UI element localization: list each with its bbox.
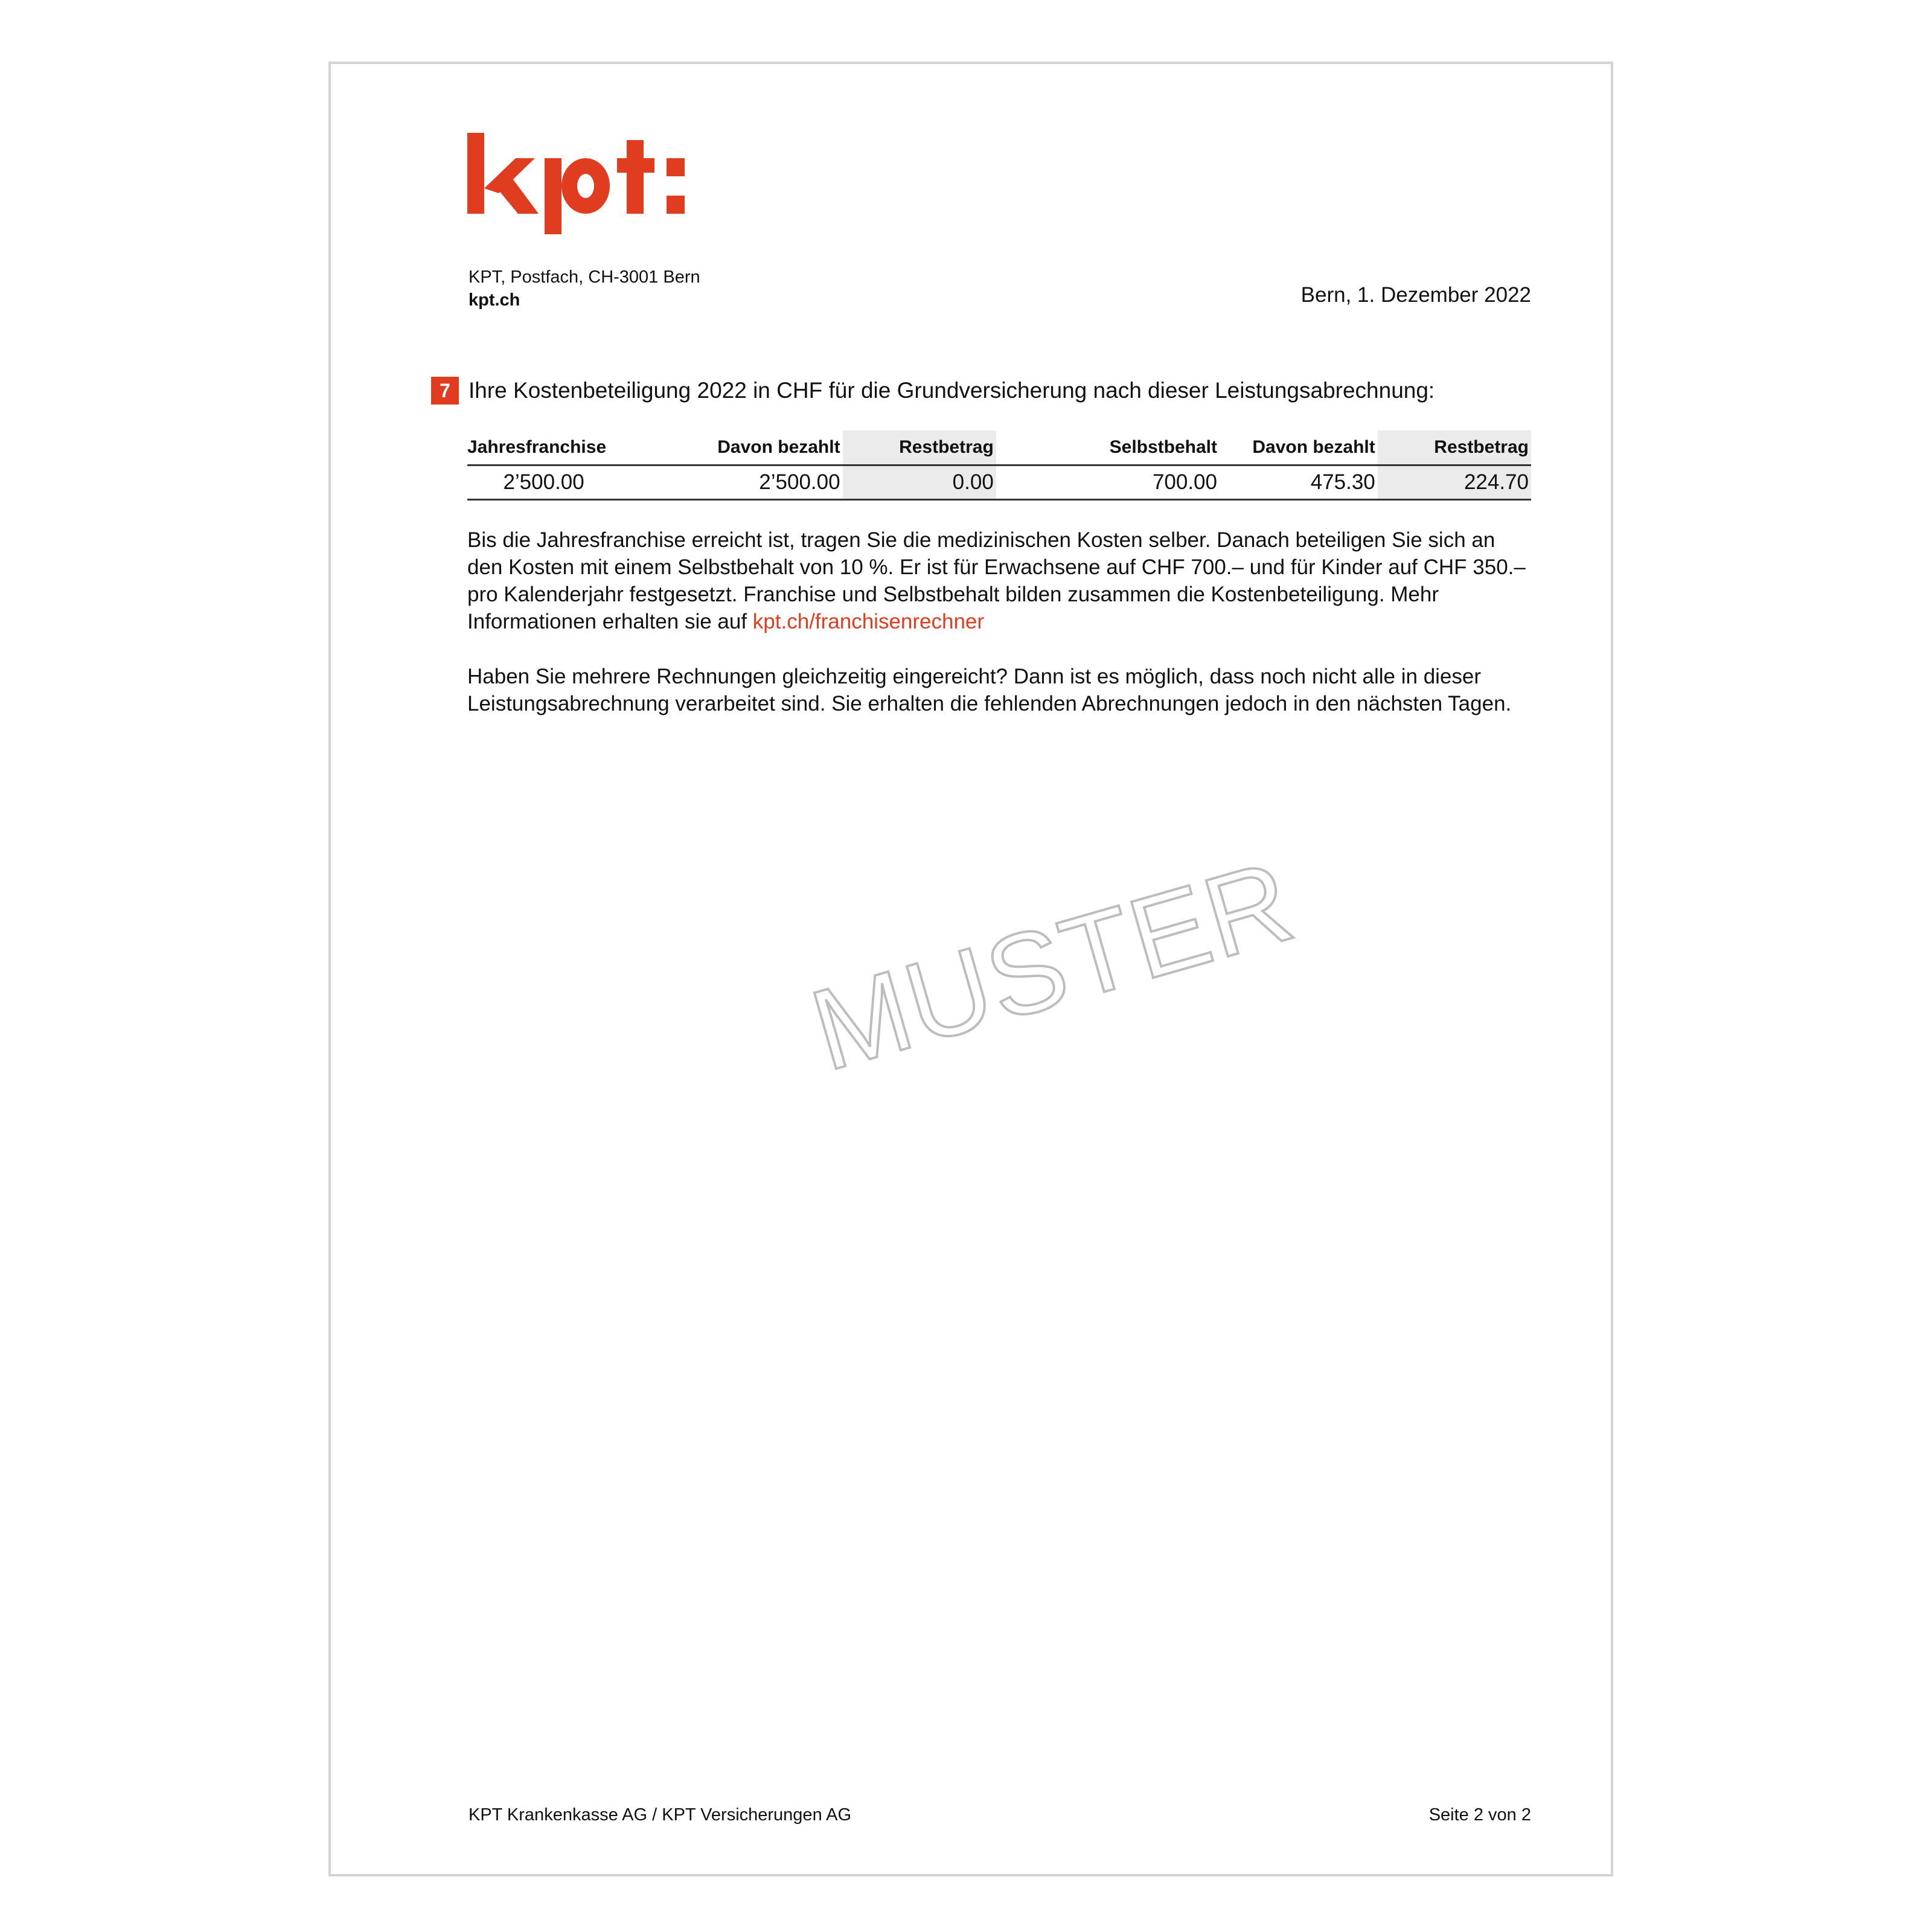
- column-header: Davon bezahlt: [620, 430, 842, 465]
- sender-address: KPT, Postfach, CH-3001 Bern: [469, 267, 700, 287]
- column-header: Restbetrag: [843, 430, 996, 465]
- section-heading: [431, 377, 1435, 405]
- section-title: Ihre Kostenbeteiligung 2022 in CHF für die Grundversicherung nach dieser Leistungsabrechnung:: [469, 378, 1435, 403]
- info-paragraph: [467, 526, 1530, 635]
- table-cell: 2’500.00: [467, 465, 620, 500]
- watermark-text: MUSTER: [798, 836, 1307, 1095]
- column-header: Davon bezahlt: [1220, 430, 1378, 465]
- muster-watermark: [779, 836, 1307, 1095]
- column-header: Restbetrag: [1378, 430, 1531, 465]
- table-row: [467, 465, 1531, 500]
- table-cell: 700.00: [996, 465, 1220, 500]
- sender-block: [469, 266, 700, 312]
- franchise-calculator-link[interactable]: kpt.ch/franchisenrechner: [752, 610, 985, 633]
- table-cell: 2’500.00: [620, 465, 842, 500]
- info-paragraph-text: Bis die Jahresfranchise erreicht ist, tragen Sie die medizinischen Kosten selber. Danach beteiligen Sie sich an den Kosten mit einem Selbstbehalt von 10 %. Er ist für Erwachsene auf CHF 700.– und für Kinder auf CHF 350.– pro Kalenderjahr festgesetzt. Franchise und Selbstbehalt bilden zusammen die Kostenbeteiligung. Mehr Informationen erhalten sie auf: [467, 528, 1526, 633]
- table-cell: 0.00: [843, 465, 996, 500]
- cost-share-table: [467, 430, 1531, 501]
- notice-paragraph: Haben Sie mehrere Rechnungen gleichzeitig eingereicht? Dann ist es möglich, dass noch nicht alle in dieser Leistungsabrechnung verarbeitet sind. Sie erhalten die fehlenden Abrechnungen jedoch in den nächsten Tagen.: [467, 665, 1512, 715]
- footer-company: KPT Krankenkasse AG / KPT Versicherungen AG: [469, 1805, 852, 1825]
- table-header-row: [467, 430, 1531, 465]
- table-cell: 475.30: [1220, 465, 1378, 500]
- table-cell: 224.70: [1378, 465, 1531, 500]
- column-header: Selbstbehalt: [996, 430, 1220, 465]
- section-number-badge: 7: [431, 377, 459, 405]
- kpt-logo: [467, 133, 685, 235]
- footer-page-number: Seite 2 von 2: [1428, 1805, 1531, 1825]
- letter-date: Bern, 1. Dezember 2022: [1300, 283, 1531, 307]
- sender-website: kpt.ch: [469, 290, 520, 310]
- column-header: Jahresfranchise: [467, 430, 620, 465]
